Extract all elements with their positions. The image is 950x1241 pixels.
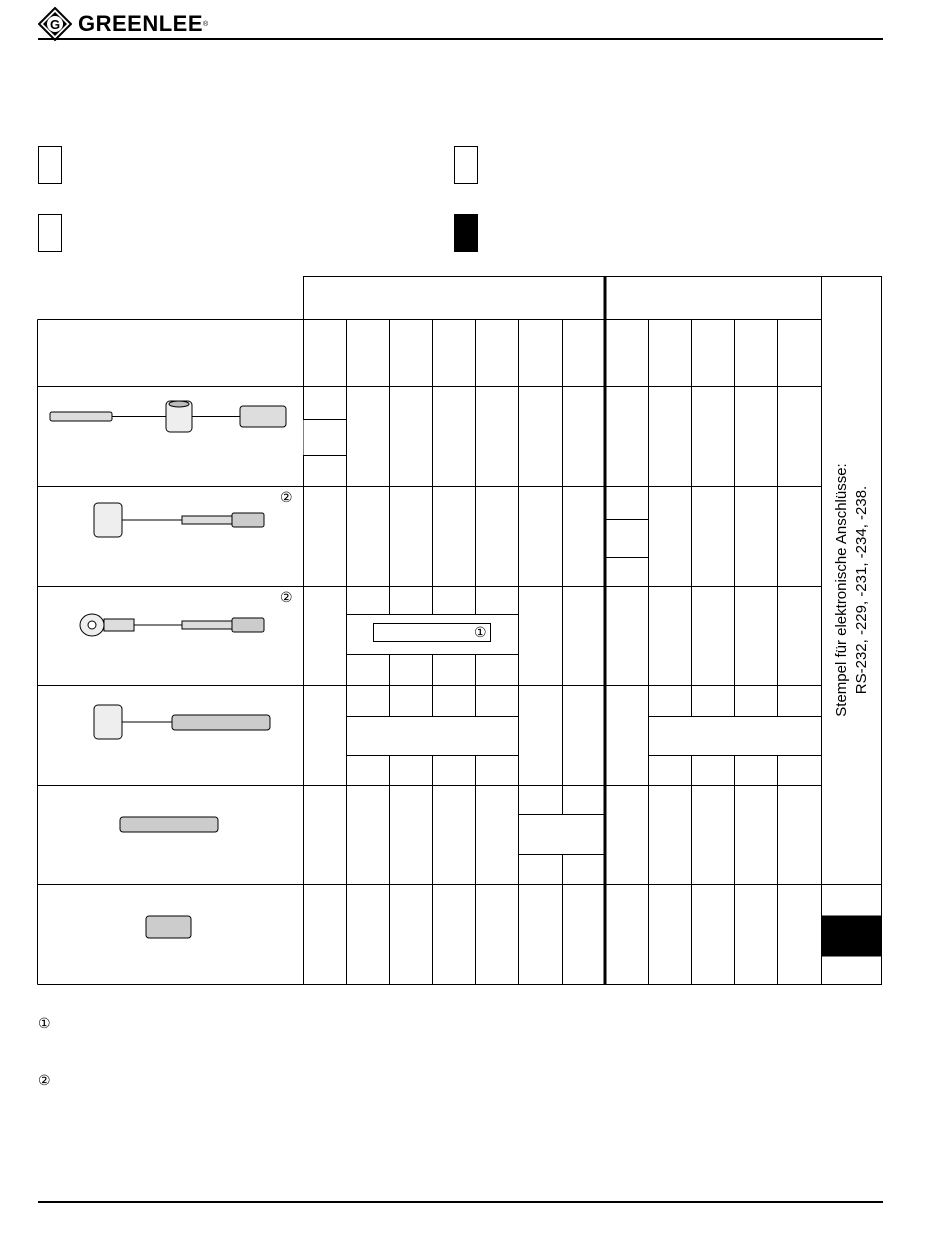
- footnote-1: [38, 1015, 51, 1032]
- part-illustration-row-6: [146, 916, 191, 938]
- brand-name: GREENLEE: [78, 11, 204, 36]
- part-illustration-row-4: [94, 705, 270, 739]
- part-illustration-row-2: [94, 503, 264, 537]
- registered-mark: ®: [203, 20, 209, 28]
- footnote-1-symbol: ①: [38, 1015, 51, 1031]
- part-illustration-row-1: [50, 401, 286, 432]
- svg-text:G: G: [49, 17, 61, 32]
- part-illustration-row-3: [80, 614, 264, 636]
- inline-marker: ①: [474, 624, 487, 640]
- footer-rule: [38, 1201, 883, 1203]
- electronic-connector-punch-label: [826, 300, 878, 880]
- part-illustration-row-5: [120, 817, 218, 832]
- footnote-2-symbol: ②: [38, 1072, 51, 1088]
- side-label-line-2: RS-232, -229, -231, -234, -238.: [853, 485, 870, 695]
- side-label-line-1: Stempel für elektronische Anschlüsse:: [833, 463, 850, 717]
- footnote-2: [38, 1072, 51, 1089]
- filled-cell: [822, 916, 882, 957]
- row-3-marker: ②: [280, 589, 293, 605]
- row-2-marker: ②: [280, 489, 293, 505]
